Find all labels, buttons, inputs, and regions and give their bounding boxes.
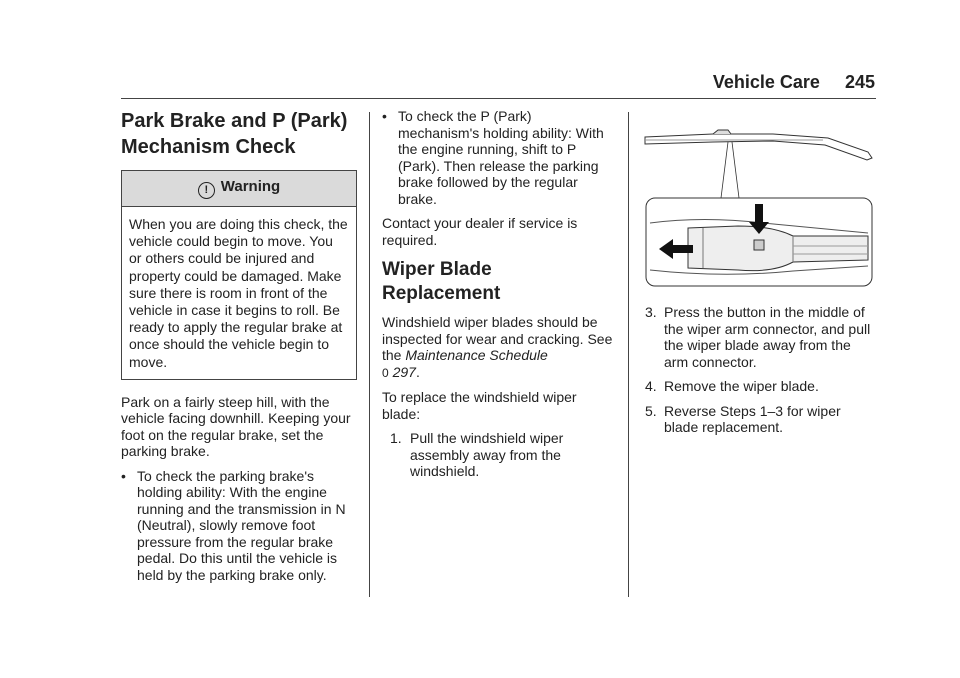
wiper-blade-overview: [645, 130, 872, 160]
bullet-item: [121, 468, 357, 584]
warning-icon: !: [198, 182, 215, 199]
bullet-dot: •: [121, 467, 126, 484]
page-header: [700, 72, 875, 93]
bullet-item: [382, 108, 614, 207]
wiper-illustration: [643, 128, 873, 290]
column-divider: [628, 112, 629, 597]
step-text: Remove the wiper blade.: [664, 378, 819, 394]
page-number: 245: [844, 72, 875, 92]
column-1: [121, 108, 357, 583]
warning-text: When you are doing this check, the vehicle could begin to move. You or others could be injured and property could be damaged. Make sure there is room in front of the vehicle in case it begins to roll. Be ready to apply the regular brake at once should the vehicle begin to move.: [129, 216, 348, 370]
heading-line: Mechanism Check: [121, 136, 296, 158]
bullet-text: To check the parking brake's holding ability: With the engine running and the transmission in N (Neutral), slowly remove foot pressure from the regular brake pedal. Do this until the vehicle is held by the parking brake only.: [137, 467, 346, 583]
detail-box: [646, 198, 872, 286]
paragraph: Contact your dealer if service is required.: [382, 215, 578, 248]
step-item: [645, 403, 877, 436]
column-divider: [369, 112, 370, 597]
section-title: Vehicle Care: [712, 72, 820, 92]
warning-title: Warning: [220, 178, 281, 195]
step-number: 3.: [645, 304, 657, 320]
text: .: [415, 363, 420, 380]
paragraph: To replace the windshield wiper blade:: [382, 389, 577, 422]
maintenance-schedule-link[interactable]: Maintenance Schedule: [405, 347, 548, 363]
bullet-text: To check the P (Park) mechanism's holding ability: With the engine running, shift to P (Park). Then release the parking brake followed by the regular brake.: [398, 108, 604, 207]
column-3: [645, 304, 877, 444]
text: Windshield wiper blades should be inspected for wear and cracking. See the: [382, 314, 613, 363]
page-ref-link[interactable]: 297: [392, 363, 416, 380]
warning-box: [121, 170, 357, 380]
warning-header: [122, 171, 356, 207]
section-heading: [121, 108, 357, 160]
step-number: 5.: [645, 402, 657, 419]
column-2: [382, 108, 614, 480]
step-number: 4.: [645, 378, 657, 394]
paragraph: Park on a fairly steep hill, with the vehicle facing downhill. Keeping your foot on the regular brake, set the parking brake.: [121, 393, 351, 460]
step-item: [645, 304, 877, 370]
heading-line: Park Brake and P (Park): [121, 110, 348, 132]
bullet-dot: •: [382, 108, 387, 124]
page-ref-icon: 0: [382, 365, 389, 380]
section-heading: Wiper Blade Replacement: [382, 259, 501, 304]
step-text: Reverse Steps 1–3 for wiper blade replacement.: [664, 402, 841, 435]
step-item: [645, 378, 877, 395]
paragraph: [382, 314, 614, 381]
step-text: Pull the windshield wiper assembly away from the windshield.: [410, 430, 564, 479]
step-text: Press the button in the middle of the wiper arm connector, and pull the wiper blade away from the arm connector.: [664, 304, 871, 370]
step-item: [382, 430, 614, 480]
header-rule: [121, 98, 876, 99]
step-number: 1.: [390, 430, 402, 446]
